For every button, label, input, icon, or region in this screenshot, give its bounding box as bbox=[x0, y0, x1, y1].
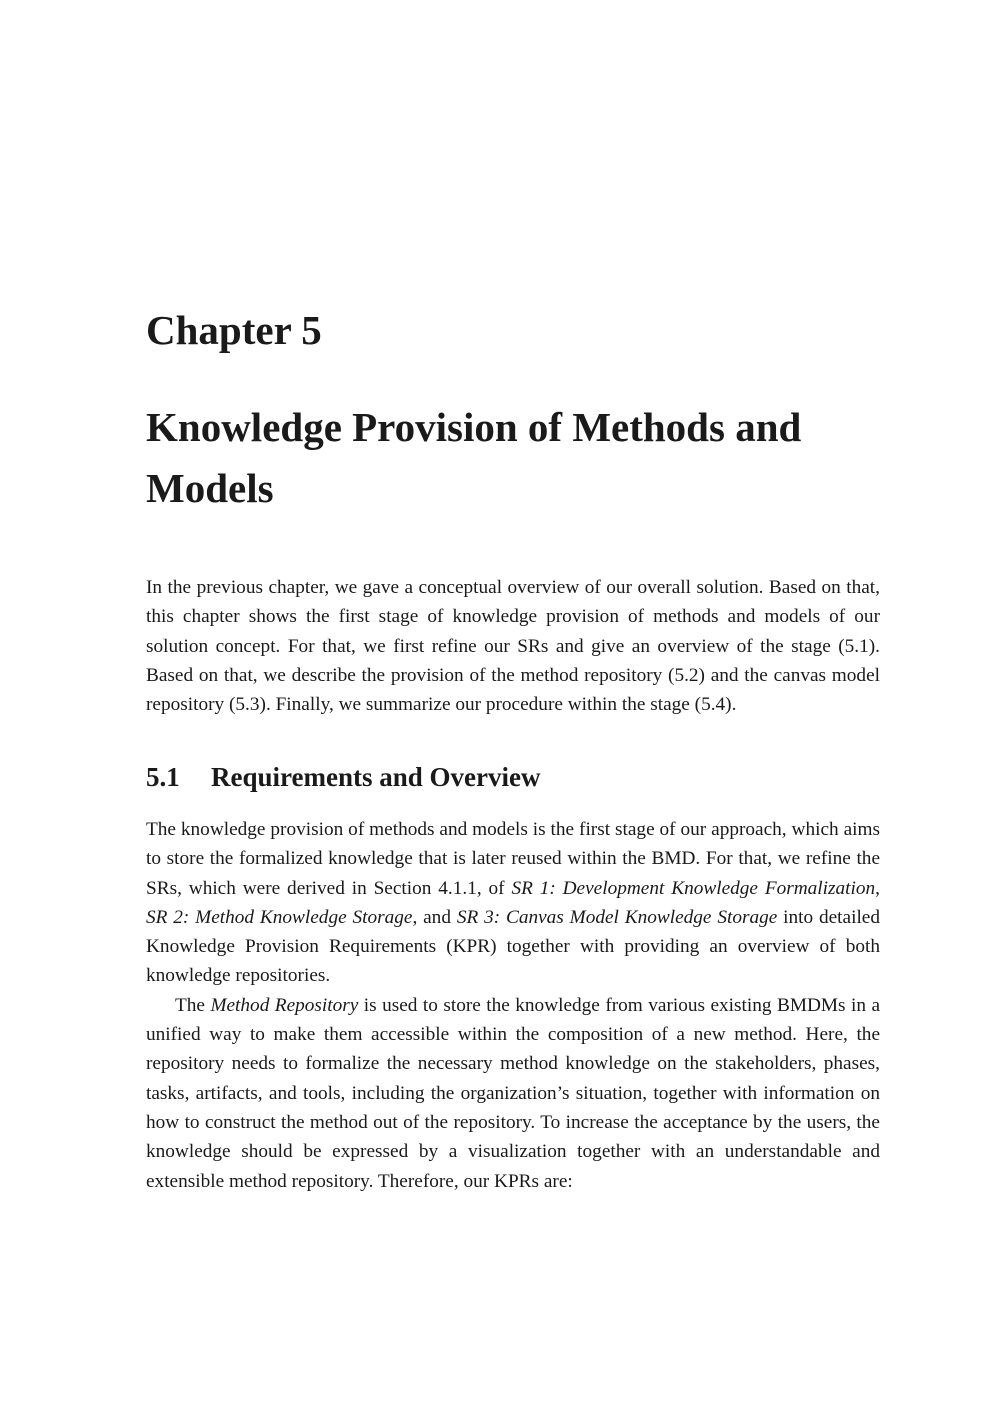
requirement-sr2: SR 2: Method Knowledge Storage bbox=[146, 906, 413, 928]
section-body bbox=[146, 815, 880, 1196]
paragraph-text: , bbox=[875, 877, 880, 899]
paragraph-text: is used to store the knowledge from various existing BMDMs in a unified way to make them accessible within the composition of a new method. Here, the repository needs to formalize the necessary method knowledge on the stakeholders, phases, tasks, artifacts, and tools, including the organization’s situation, together with information on how to construct the method out of the repository. To increase the acceptance by the users, the knowledge should be expressed by a visualization together with an understandable and extensible method repository. Therefore, our KPRs are: bbox=[146, 994, 881, 1192]
chapter-intro bbox=[146, 573, 880, 719]
requirement-sr1: SR 1: Development Knowledge Formalization bbox=[511, 877, 876, 899]
section-paragraph-1 bbox=[146, 815, 880, 991]
section-paragraph-2 bbox=[146, 991, 880, 1196]
chapter-label: Chapter 5 bbox=[146, 307, 322, 353]
paragraph-text: , and bbox=[412, 906, 457, 928]
section-heading bbox=[146, 759, 540, 795]
paragraph-text: The knowledge provision of methods and models is the first stage of our approach, which aims to store the formalized knowledge that is later reused within the BMD. For that, we refine the SRs, which were derived in Section 4.1.1, of bbox=[146, 819, 880, 899]
paragraph-text: The bbox=[175, 994, 211, 1016]
paragraph-text: into detailed Knowledge Provision Requirements (KPR) together with providing an overview of both knowledge repositories. bbox=[146, 906, 881, 987]
section-title: Requirements and Overview bbox=[211, 762, 541, 792]
intro-paragraph: In the previous chapter, we gave a conceptual overview of our overall solution. Based on that, this chapter shows the first stage of knowledge provision of methods and models of our solution concept. For that, we first refine our SRs and give an overview of the stage (5.1). Based on that, we describe the provision of the method repository (5.2) and the canvas model repository (5.3). Finally, we summarize our procedure within the stage (5.4). bbox=[146, 577, 880, 716]
requirement-sr3: SR 3: Canvas Model Knowledge Storage bbox=[456, 906, 778, 928]
section-number: 5.1 bbox=[146, 762, 180, 792]
term-method-repository: Method Repository bbox=[210, 994, 359, 1016]
chapter-title: Knowledge Provision of Methods and Models bbox=[146, 404, 802, 511]
